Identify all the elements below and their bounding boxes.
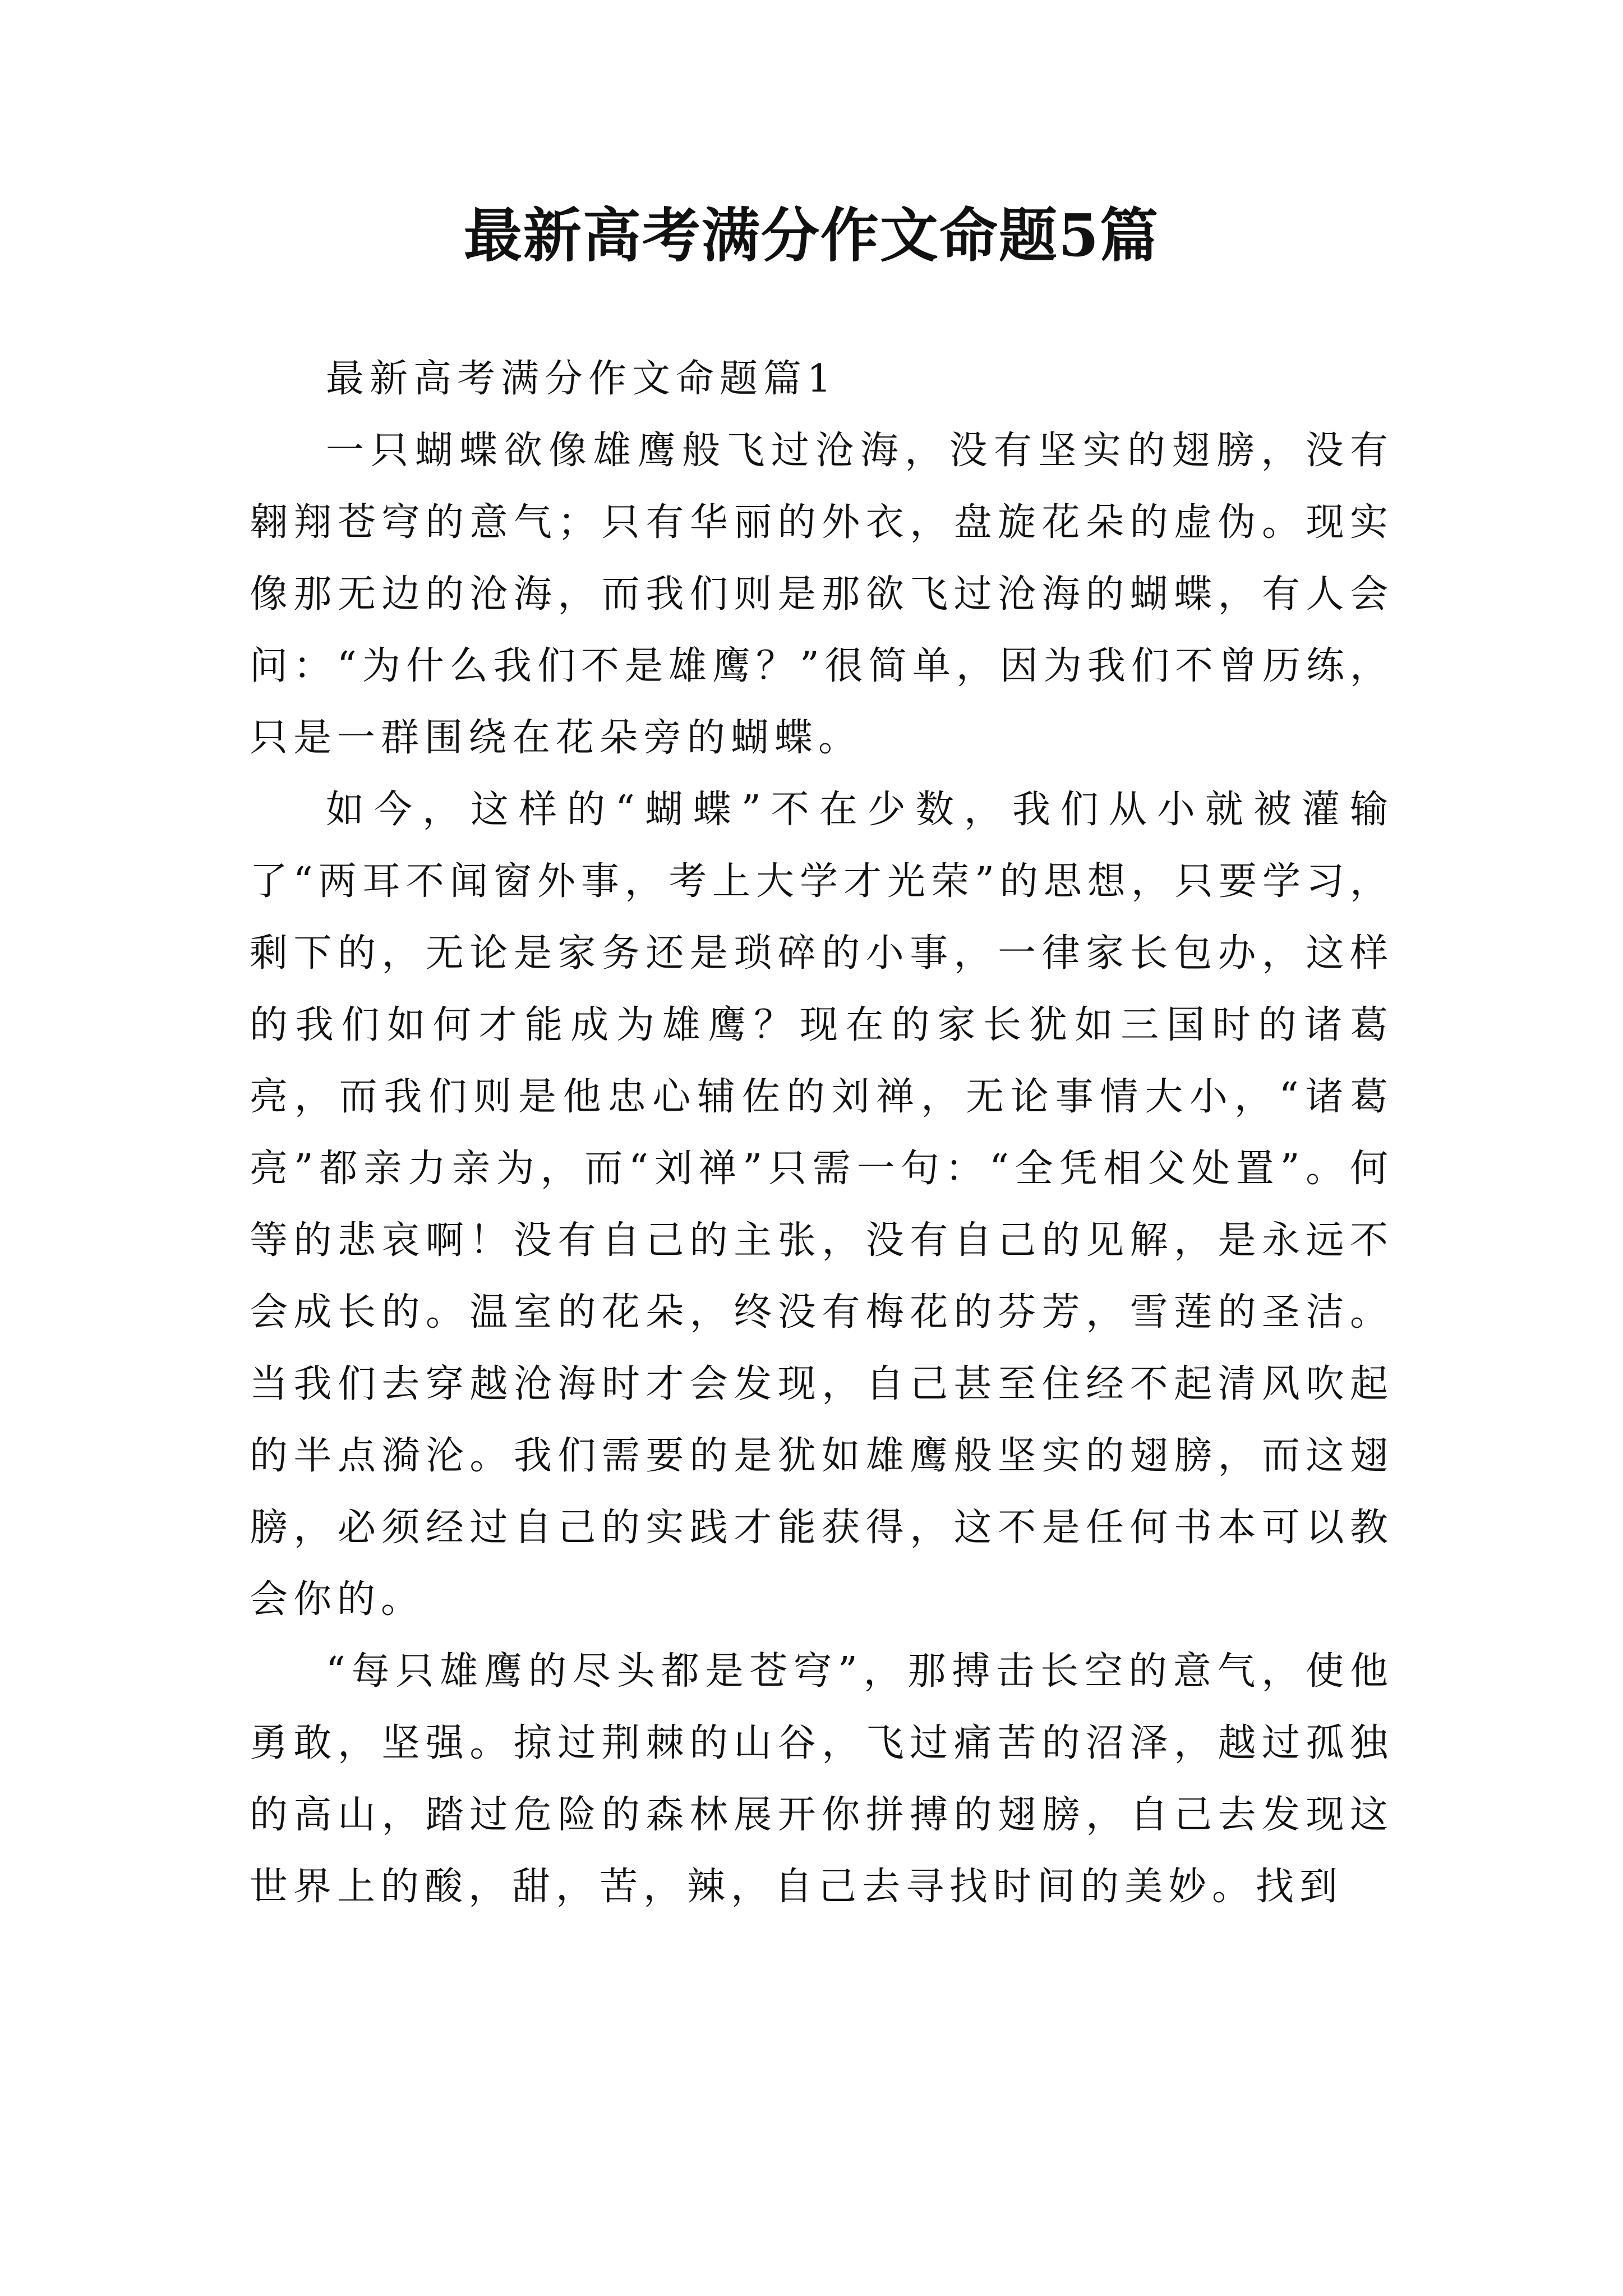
document-body xyxy=(250,343,1394,1923)
document-title: 最新高考满分作文命题5篇 xyxy=(463,201,1160,270)
paragraph-2: 如今，这样的“蝴蝶”不在少数，我们从小就被灌输了“两耳不闻窗外事，考上大学才光荣”的思想，只要学习，剩下的，无论是家务还是琐碎的小事，一律家长包办，这样的我们如何才能成为雄鹰？现在的家长犹如三国时的诸葛亮，而我们则是他忠心辅佐的刘禅，无论事情大小，“诸葛亮”都亲力亲为，而“刘禅”只需一句：“全凭相父处置”。何等的悲哀啊！没有自己的主张，没有自己的见解，是永远不会成长的。温室的花朵，终没有梅花的芬芳，雪莲的圣洁。当我们去穿越沧海时才会发现，自己甚至住经不起清风吹起的半点漪沦。我们需要的是犹如雄鹰般坚实的翅膀，而这翅膀，必须经过自己的实践才能获得，这不是任何书本可以教会你的。 xyxy=(250,788,1394,1622)
paragraph-3: “每只雄鹰的尽头都是苍穹”，那搏击长空的意气，使他勇敢，坚强。掠过荆棘的山谷，飞过痛苦的沼泽，越过孤独的高山，踏过危险的森林展开你拼搏的翅膀，自己去发现这世界上的酸，甜，苦，辣，自己去寻找时间的美妙。找到 xyxy=(250,1649,1394,1909)
section-heading: 最新高考满分作文命题篇1 xyxy=(326,357,837,401)
paragraph-1: 一只蝴蝶欲像雄鹰般飞过沧海，没有坚实的翅膀，没有翱翔苍穹的意气；只有华丽的外衣，盘旋花朵的虚伪。现实像那无边的沧海，而我们则是那欲飞过沧海的蝴蝶，有人会问：“为什么我们不是雄鹰？”很简单，因为我们不曾历练，只是一群围绕在花朵旁的蝴蝶。 xyxy=(250,429,1394,760)
